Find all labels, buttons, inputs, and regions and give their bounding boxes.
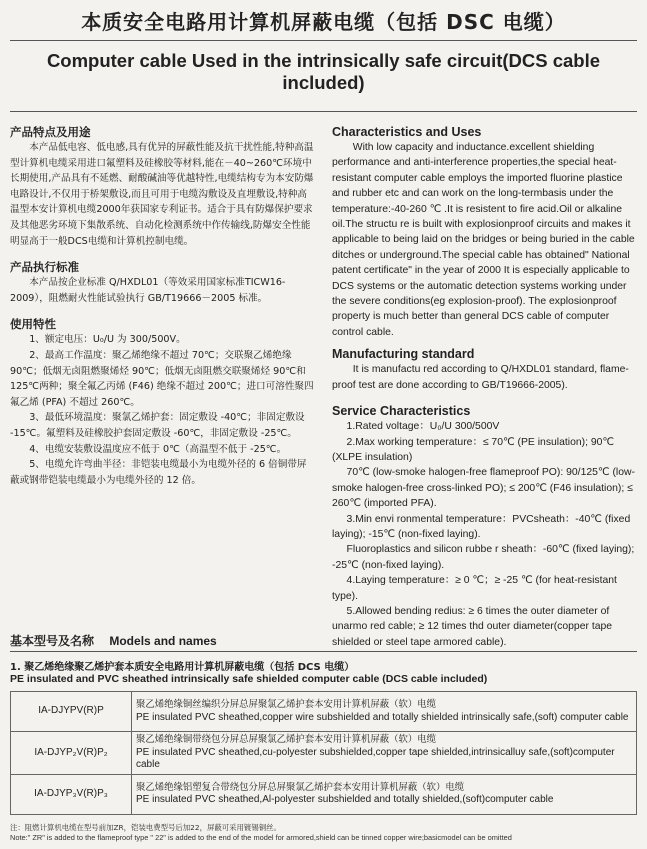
model-code: IA-DJYPV(R)P [11, 692, 132, 732]
service-heading: Service Characteristics [332, 404, 471, 419]
service-item-5: 5.Allowed bending redius: ≥ 6 times the outer diameter of unarmo red cable; ≥ 12 times thd outer diameter(copper tape shielded or steel tape armored cable). [332, 605, 613, 648]
model-name-cn: 聚乙烯绝缘铜带绕包分屏总屏聚氯乙烯护套本安用计算机屏蔽（软）电缆 [136, 734, 437, 745]
model-description [132, 732, 637, 775]
usage-item-1: 1、额定电压：U₀/U 为 300/500V。 [29, 334, 186, 346]
service-item-4: 4.Laying temperature：≥ 0 ℃；≥ -25 ℃ (for heat-resistant type). [332, 575, 617, 602]
characteristics-text: With low capacity and inductance.excellent shielding performance and anti-interference properties,the special heat-resistant computer cable employs the imported fluorine plastice and rubber etc and can work on the long-termbasis under the temperature:-40-260 ℃ .It is resistent to fire acid.Oil or alkaline oil.The structu re is built with explosionproof circuits and makes it applicable to being laid on the bridges or being buried in the cable ditches or underground.The special cable has obtained" National patent certificate" in the year of 2000 It is especially applicable to DCS systems or the automatic detection systems working under the severe conditions(eg explosion-proof). The explosionproof property is much better than general DCS cable of computer control cable. [332, 142, 635, 338]
model-name-cn: 聚乙烯绝缘铝塑复合带绕包分屏总屏聚氯乙烯护套本安用计算机屏蔽（软）电缆 [136, 781, 465, 793]
footnote-en: Note:" ZR" is added to the flameproof type " 22" is added to the end of the model for armored,shield can be tinned copper wire;basicmodel can be omitted [10, 833, 512, 842]
usage-item-5: 5、电缆允许弯曲半径：非铠装电缆最小为电缆外径的 6 倍铜带屏蔽或钢带铠装电缆最小为电缆外径的 12 倍。 [10, 459, 307, 486]
usage-item-3: 3、最低环境温度：聚氯乙烯护套：固定敷设 -40℃；非固定敷设 -15℃。氟塑料及硅橡胶护套固定敷设 -60℃，非固定敷设 -25℃。 [10, 412, 305, 439]
models-subheading-en: PE insulated and PVC sheathed intrinsically safe shielded computer cable (DCS cable included) [10, 673, 488, 685]
models-heading-cn: 基本型号及名称 [10, 634, 95, 648]
models-subheading-cn: 1. 聚乙烯绝缘聚乙烯护套本质安全电路用计算机屏蔽电缆（包括 DCS 电缆） [10, 662, 355, 673]
footnote-cn: 注：阻燃计算机电缆在型号前加ZR，铠装电费型号后加22，屏蔽可采用镀锡铜丝。 [10, 823, 281, 832]
features-text: 本产品低电容、低电感,具有优异的屏蔽性能及抗干扰性能,特种高温型计算机电缆采用进口氟塑料及硅橡胶等材料,能在－40~260℃环境中长期使用,产品具有不延燃、耐酸碱油等优越特性,电缆结构专为本安防爆电路设计,不仅用于桥架敷设,而且可用于电缆沟敷设及直埋敷设,特种高温型本安计算机电缆2000年获国家专利证书。适合于具有防爆保护要求及其他恶劣环境下集散系统、自动化检测系统中作传输线,防爆安全性能明显高于一般DCS电缆和计算机控制电缆。 [10, 142, 314, 247]
header-divider [10, 111, 637, 112]
usage-item-4: 4、电缆安装敷设温度应不低于 0℃（高温型不低于 -25℃。 [29, 443, 287, 455]
manufacturing-heading: Manufacturing standard [332, 347, 475, 362]
model-name-en: PE insulated PVC sheathed,copper wire subshielded and totally shielded intrinsically safe,(soft) computer cable [136, 711, 629, 723]
manufacturing-text: It is manufactu red according to Q/HXDL01 standard, flame-proof test are done according to GB/T19666-2005). [332, 364, 629, 391]
features-heading: 产品特点及用途 [10, 125, 91, 139]
usage-heading: 使用特性 [10, 317, 56, 332]
service-item-3-detail: Fluoroplastics and silicon rubbe r sheath：-60℃ (fixed laying); -25℃ (non-fixed laying). [332, 544, 635, 571]
table-row [11, 732, 637, 775]
service-item-2: 2.Max working temperature：≤ 70℃ (PE insulation); 90℃ (XLPE insulation) [332, 436, 615, 463]
model-description [132, 692, 637, 732]
service-item-3: 3.Min envi ronmental temperature：PVCsheath：-40℃ (fixed laying); -15℃ (non-fixed laying). [332, 513, 631, 540]
table-row [11, 692, 637, 732]
model-name-cn: 聚乙烯绝缘铜丝编织分屏总屏聚氯乙烯护套本安用计算机屏蔽（软）电缆 [136, 699, 437, 710]
model-code: IA-DJYP₃V(R)P₃ [11, 774, 132, 814]
models-heading [10, 632, 637, 649]
left-column [10, 124, 315, 488]
table-row [11, 774, 637, 814]
model-code: IA-DJYP₂V(R)P₂ [11, 732, 132, 775]
models-divider [10, 651, 637, 652]
page-title-en: Computer cable Used in the intrinsically safe circuit(DCS cable included) [46, 50, 601, 93]
models-heading-en: Models and names [109, 634, 217, 648]
right-column [332, 124, 638, 650]
standard-heading: 产品执行标准 [10, 260, 79, 275]
model-name-en: PE insulated PVC sheathed,cu-polyester subshielded,copper tape shielded,intrinsicalluy safe,(soft)computer cable [136, 746, 615, 770]
title-divider [10, 40, 637, 41]
standard-text: 本产品按企业标准 Q/HXDL01（等效采用国家标准TICW16-2009），阻燃耐火性能试验执行 GB/T19666－2005 标准。 [10, 277, 286, 304]
footnote [10, 823, 640, 843]
model-name-en: PE insulated PVC sheathed,Al-polyester subshielded and totally shielded,(soft)computer cable [136, 794, 554, 805]
models-table [10, 691, 637, 815]
model-description [132, 774, 637, 814]
characteristics-heading: Characteristics and Uses [332, 125, 482, 139]
service-item-2-detail: 70℃ (low-smoke halogen-free flameproof PO): 90/125℃ (low-smoke halogen-free cross-linked PO); ≤ 200℃ (F46 insulation); ≤ 260℃ (imported PFA). [332, 467, 635, 510]
usage-item-2: 2、最高工作温度：聚乙烯绝缘不超过 70℃；交联聚乙烯绝缘 90℃；低烟无卤阻燃聚烯烃 90℃；低烟无卤阻燃交联聚烯烃 90℃和 125℃两种；聚全氟乙丙烯 (F46) 绝缘不超过 200℃；进口可溶性聚四氟乙烯 (PFA) 不超过 260℃。 [10, 349, 314, 408]
service-item-1: 1.Rated voltage：U₀/U 300/500V [346, 421, 500, 433]
page-title-cn: 本质安全电路用计算机屏蔽电缆（包括 DSC 电缆） [81, 10, 566, 34]
